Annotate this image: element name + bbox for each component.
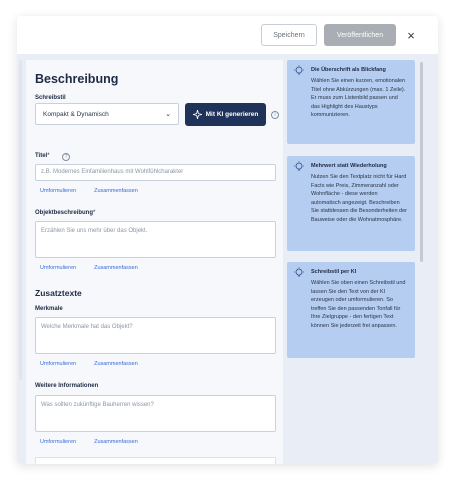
sparkle-icon: [193, 110, 202, 119]
lightbulb-icon: [293, 65, 305, 77]
tip-title: Die Überschrift als Blickfang: [311, 67, 386, 73]
chevron-down-icon: ⌄: [165, 111, 171, 118]
zusammenfassen-link[interactable]: Zusammenfassen: [94, 188, 138, 194]
tip-title: Schreibstil per KI: [311, 269, 357, 275]
tip-title: Mehrwert statt Wiederholung: [311, 163, 387, 169]
zusammenfassen-link[interactable]: Zusammenfassen: [94, 439, 138, 445]
form-scrollbar[interactable]: [19, 60, 22, 380]
objektbeschreibung-textarea[interactable]: Erzählen Sie uns mehr über das Objekt.: [35, 221, 276, 258]
weitere-informationen-label: Weitere Informationen: [35, 383, 99, 389]
description-form: [26, 60, 283, 464]
tip-body: Nutzen Sie den Textplatz nicht für Hard Facts wie Preis, Zimmeranzahl oder Wohnfläche - diese werden automatisch angezeigt. Beschreiben Sie stattdessen die Besonderheiten der Bauweise oder die Wohnatmosphäre.: [311, 174, 408, 223]
tips-scrollbar[interactable]: [420, 62, 423, 262]
umformulieren-link[interactable]: Umformulieren: [40, 439, 77, 445]
top-toolbar: [17, 16, 438, 54]
ai-generate-label: Mit KI generieren: [205, 111, 259, 118]
publish-button[interactable]: Veröffentlichen: [324, 24, 396, 46]
umformulieren-link[interactable]: Umformulieren: [40, 361, 77, 367]
schreibstil-select[interactable]: [35, 103, 179, 125]
info-icon[interactable]: i: [271, 111, 279, 119]
titel-input[interactable]: z.B. Modernes Einfamilienhaus mit Wohlfühlcharakter: [35, 164, 276, 181]
zusatztexte-heading: Zusatztexte: [35, 288, 82, 298]
titel-label: Titel*: [35, 153, 50, 159]
tip-body: Wählen Sie oben einen Schreibstil und lassen Sie den Text von der KI erzeugen oder umformulieren. So treffen Sie den passenden Tonfall für Ihre Zielgruppe - den fertigen Text können Sie jederzeit frei anpassen.: [311, 280, 406, 329]
tips-panel: [287, 60, 415, 464]
objektbeschreibung-label: Objektbeschreibung*: [35, 210, 96, 216]
lightbulb-icon: [293, 161, 305, 173]
lightbulb-icon: [293, 267, 305, 279]
tip-card: [287, 60, 415, 144]
objektbeschreibung-actions: [40, 265, 138, 271]
zusammenfassen-link[interactable]: Zusammenfassen: [94, 265, 138, 271]
schreibstil-value: Kompakt & Dynamisch: [43, 110, 109, 118]
content-area: [17, 54, 438, 464]
merkmale-actions: [40, 361, 138, 367]
merkmale-label: Merkmale: [35, 306, 63, 312]
tip-body: Wählen Sie einen kurzen, emotionalen Titel ohne Abkürzungen (max. 1 Zeile). Er muss zum Listenbild passen und das Highlight des Haustyps kommunizieren.: [311, 78, 406, 119]
tip-card: [287, 156, 415, 251]
tip-card: [287, 262, 415, 358]
ai-generate-button[interactable]: [185, 103, 266, 126]
weitere-informationen-actions: [40, 439, 138, 445]
zusammenfassen-link[interactable]: Zusammenfassen: [94, 361, 138, 367]
merkmale-textarea[interactable]: Welche Merkmale hat das Objekt?: [35, 317, 276, 354]
save-button[interactable]: Speichern: [261, 24, 317, 46]
titel-actions: [40, 188, 138, 194]
close-icon[interactable]: ×: [407, 27, 415, 43]
page-title: Beschreibung: [35, 72, 119, 86]
schreibstil-label: Schreibstil: [35, 95, 66, 101]
editor-window: [17, 16, 438, 464]
umformulieren-link[interactable]: Umformulieren: [40, 265, 77, 271]
umformulieren-link[interactable]: Umformulieren: [40, 188, 77, 194]
next-section-card: [35, 457, 276, 464]
info-icon[interactable]: ?: [62, 153, 70, 161]
weitere-informationen-textarea[interactable]: Was sollten zukünftige Bauherren wissen?: [35, 395, 276, 432]
